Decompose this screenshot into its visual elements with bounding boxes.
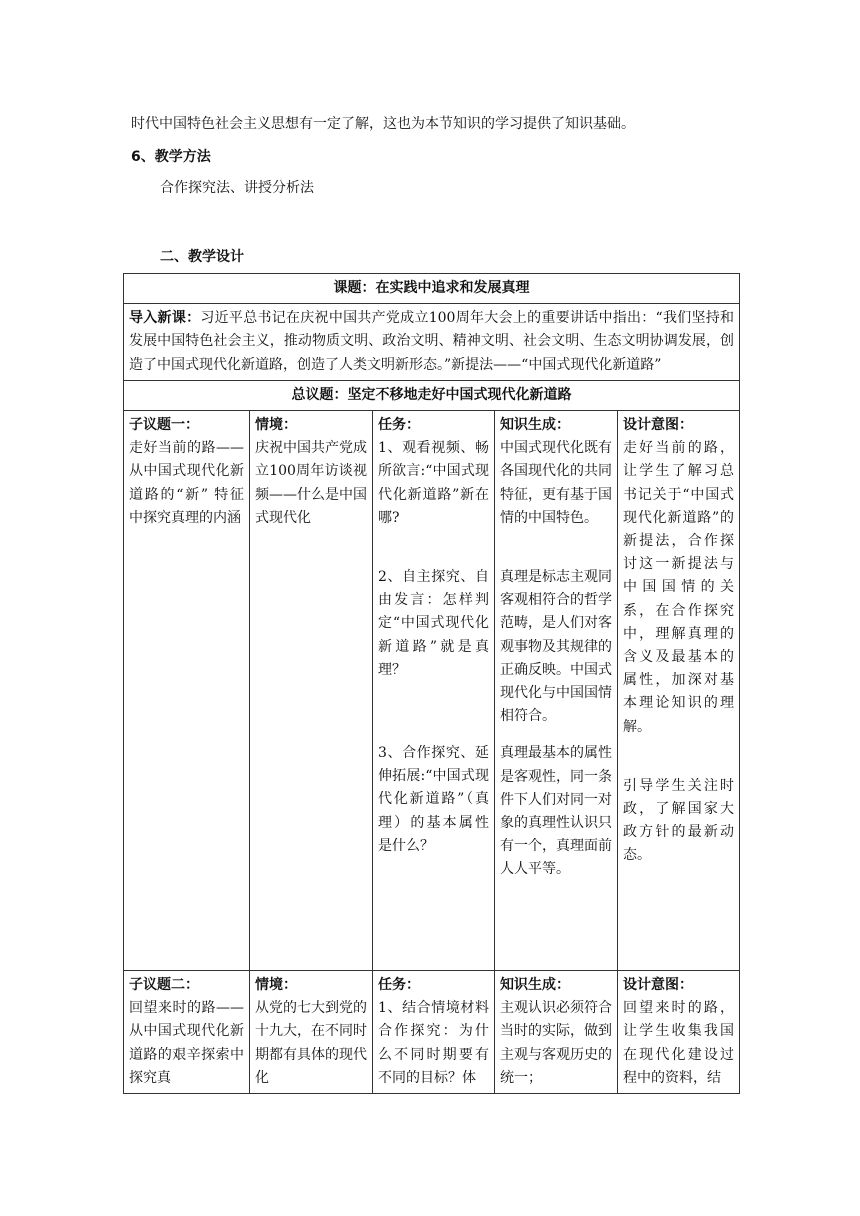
context-head: 情境： (255, 417, 297, 434)
task-head: 任务： (378, 417, 420, 434)
design-intent-cell (618, 971, 740, 1094)
design-intent-1: 走好当前的路，让学生了解习总书记关于“中国式现代化新道路”的新提法，合作探讨这一新提法与中国国情的关系，在合作探究中，理解真理的含义及最基本的属性，加深对基本理论知识的理解。 (623, 440, 735, 735)
knowledge-cell (495, 411, 618, 971)
table-title: 课题：在实践中追求和发展真理 (124, 274, 740, 304)
context-head: 情境： (255, 977, 297, 994)
table-row (124, 971, 740, 1094)
subtopic-cell (124, 971, 250, 1094)
design-intent-head: 设计意图： (623, 977, 693, 994)
knowledge-1: 中国式现代化既有各国现代化的共同特征，更有基于国情的中国特色。 (500, 440, 612, 526)
design-table (123, 273, 740, 1094)
task-text: 1、结合情境材料合作探究：为什么不同时期要有不同的目标？体 (378, 1000, 489, 1086)
subtopic-cell (124, 411, 250, 971)
task-head: 任务： (378, 977, 420, 994)
design-intent-head: 设计意图： (623, 417, 693, 434)
task-2: 2、自主探究、自由发言：怎样判定“中国式现代化新道路”就是真理？ (378, 569, 489, 678)
knowledge-head: 知识生成： (500, 417, 570, 434)
task-cell (373, 971, 495, 1094)
knowledge-2: 真理是标志主观同客观相符合的哲学范畴，是人们对客观事物及其规律的正确反映。中国式现代化与中国国情相符合。 (500, 569, 612, 725)
context-cell (250, 411, 373, 971)
context-text: 庆祝中国共产党成立100周年访谈视频——什么是中国式现代化 (255, 440, 367, 526)
context-cell (250, 971, 373, 1094)
intro-text: 习近平总书记在庆祝中国共产党成立100周年大会上的重要讲话中指出：“我们坚持和发展中国特色社会主义，推动物质文明、政治文明、精神文明、社会文明、生态文明协调发展，创造了中国式现代化新道路，创造了人类文明新形态。”新提法——“中国式现代化新道路” (129, 310, 735, 373)
table-row (124, 411, 740, 971)
intro-label: 导入新课： (129, 310, 201, 327)
main-topic: 总议题：坚定不移地走好中国式现代化新道路 (124, 380, 740, 410)
design-intent-2: 引导学生关注时政，了解国家大政方针的最新动态。 (623, 777, 735, 864)
section-heading-design: 二、教学设计 (160, 249, 244, 265)
subtopic-head: 子议题一： (129, 417, 199, 434)
task-3: 3、合作探究、延伸拓展:“中国式现代化新道路”（真理）的基本属性是什么？ (378, 745, 489, 854)
task-cell (373, 411, 495, 971)
context-text: 从党的七大到党的十九大，在不同时期都有具体的现代化 (255, 1000, 367, 1086)
subtopic-head: 子议题二： (129, 977, 199, 994)
intro-line: 时代中国特色社会主义思想有一定了解，这也为本节知识的学习提供了知识基础。 (131, 116, 635, 132)
knowledge-cell (495, 971, 618, 1094)
task-1: 1、观看视频、畅所欲言:“中国式现代化新道路”新在哪? (378, 440, 489, 526)
knowledge-head: 知识生成： (500, 977, 570, 994)
design-intent-cell (618, 411, 740, 971)
design-intent-text: 回望来时的路，让学生收集我国在现代化建设过程中的资料，结 (623, 1000, 735, 1086)
method-text: 合作探究法、讲授分析法 (160, 180, 314, 196)
subtopic-text: 回望来时的路——从中国式现代化新道路的艰辛探索中探究真 (129, 1000, 244, 1086)
intro-cell (124, 304, 740, 381)
knowledge-3: 真理最基本的属性是客观性，同一条件下人们对同一对象的真理性认识只有一个，真理面前人人平等。 (500, 745, 612, 878)
subtopic-text: 走好当前的路——从中国式现代化新道路的“新” 特征中探究真理的内涵 (129, 440, 244, 526)
knowledge-text: 主观认识必须符合当时的实际，做到主观与客观历史的统一； (500, 1000, 612, 1086)
section-heading-method: 6、教学方法 (131, 149, 211, 165)
